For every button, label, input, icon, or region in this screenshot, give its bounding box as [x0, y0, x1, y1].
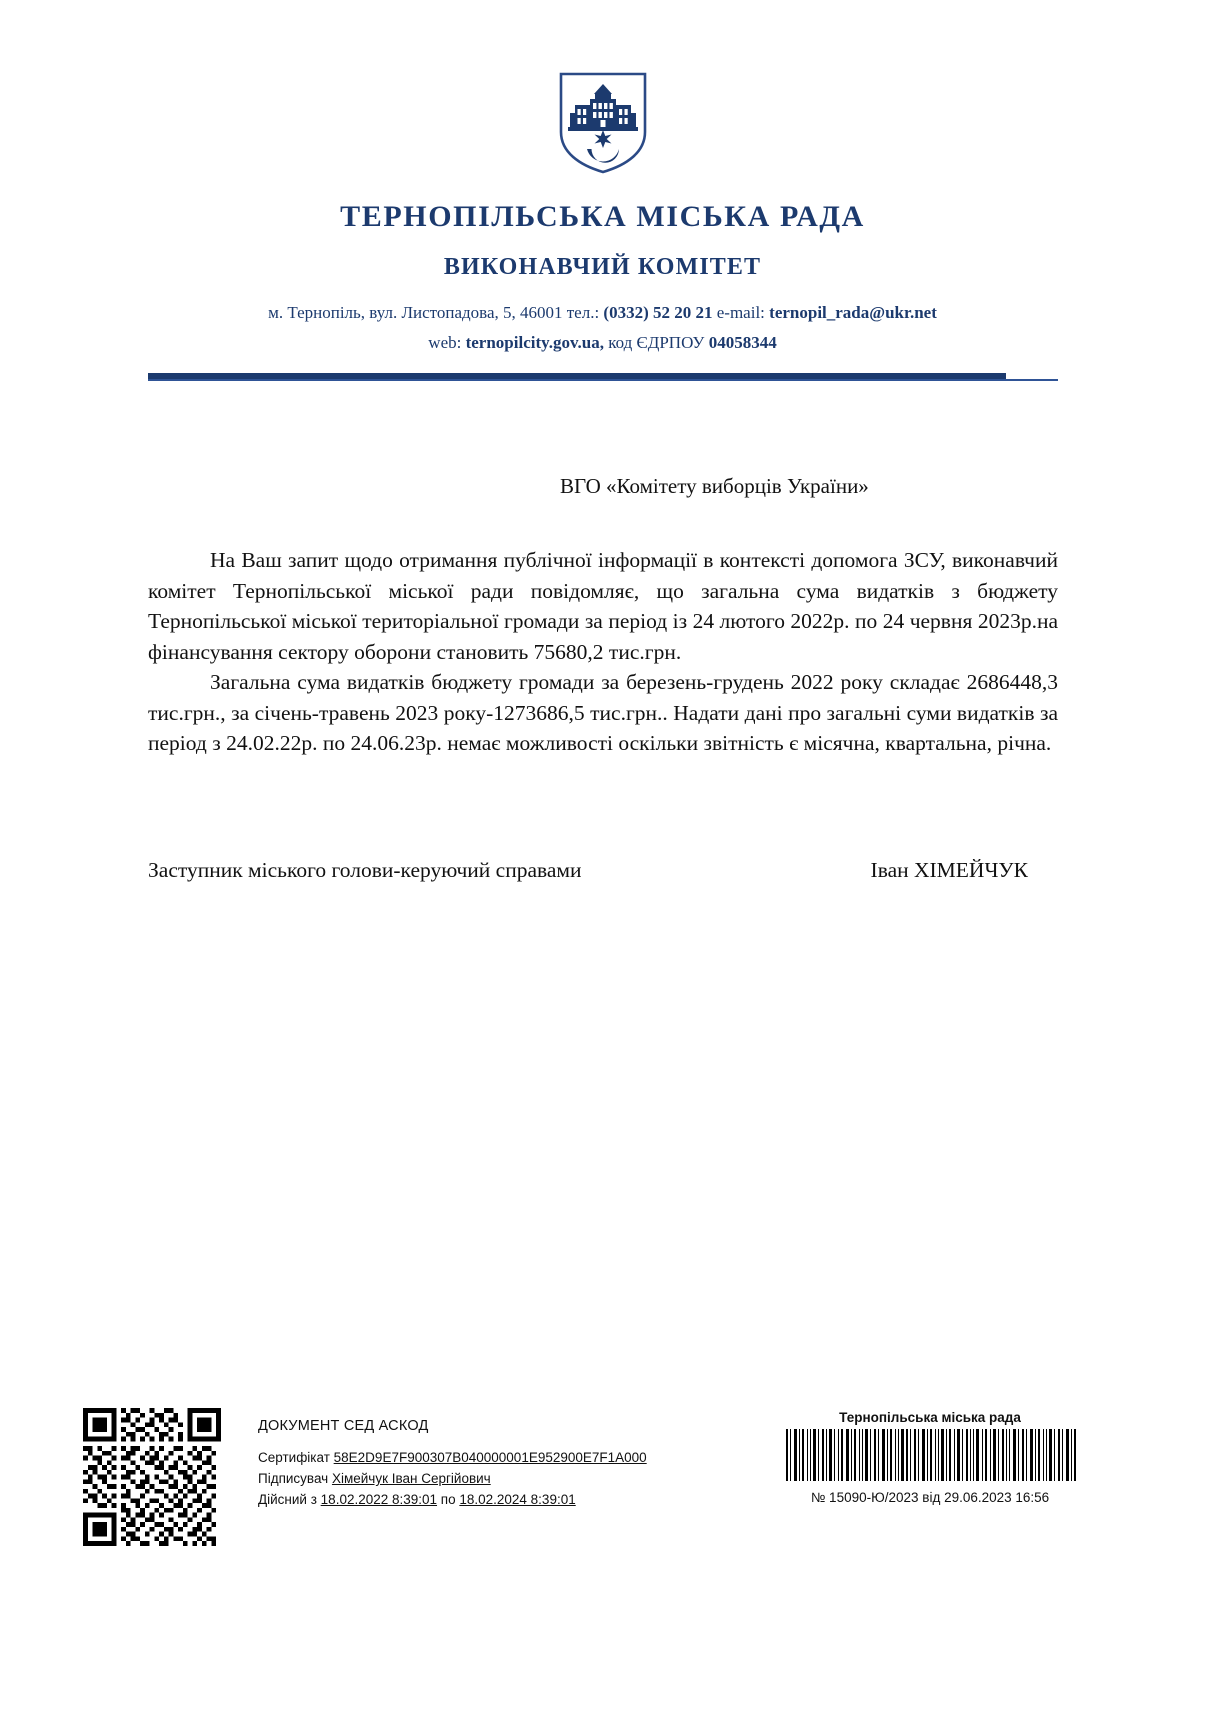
registration-stamp [730, 1410, 1130, 1505]
letterhead-divider [148, 373, 1058, 380]
stamp-number: № 15090-Ю/2023 від 29.06.2023 16:56 [810, 1490, 1050, 1505]
page-title: ТЕРНОПІЛЬСЬКА МІСЬКА РАДА [340, 200, 865, 233]
email-address[interactable]: ternopil_rada@ukr.net [769, 303, 937, 322]
certificate-value: 58E2D9E7F900307B040000001E952900E7F1A000 [333, 1450, 647, 1465]
valid-to: 18.02.2024 8:39:01 [459, 1492, 576, 1507]
letterhead [0, 0, 1205, 353]
contact-line-web [0, 333, 1205, 353]
body-paragraph-2: Загальна сума видатків бюджету громади за березень-грудень 2022 року складає 2686448,3 тис.грн., за січень-травень 2023 року-1273686,5 тис.грн.. Надати дані про загальні суми видатків за період з 24.02.22р. по 24.06.23р. немає можливості оскільки звітність є місячна, квартальна, річна. [148, 670, 1058, 755]
stamp-title: Тернопільська міська рада [839, 1410, 1021, 1425]
edrpou-code: 04058344 [708, 333, 777, 352]
signer-row [258, 1468, 728, 1489]
validity-label: Дійсний з [258, 1492, 321, 1507]
ternopil-coat-of-arms-icon [557, 70, 649, 174]
signature-block [148, 858, 1058, 883]
certificate-label: Сертифікат [258, 1450, 334, 1465]
org-subtitle: ВИКОНАВЧИЙ КОМІТЕТ [443, 254, 762, 280]
body-paragraph-1: На Ваш запит щодо отримання публічної інформації в контексті допомога ЗСУ, виконавчий комітет Тернопільської міської ради повідомляє, що загальна сума видатків з бюджету Тернопільської міської територіальної громади за період із 24 лютого 2022р. по 24 червня 2023р.на фінансування сектору оборони становить 75680,2 тис.грн. [148, 548, 1058, 664]
web-label: web: [428, 333, 466, 352]
qr-code-icon [83, 1408, 221, 1546]
signer-label: Підписувач [258, 1471, 332, 1486]
letter-body [148, 545, 1058, 759]
signature-name: Іван ХІМЕЙЧУК [870, 858, 1028, 882]
signer-value: Хімейчук Іван Сергійович [331, 1471, 491, 1486]
contact-line-address [0, 303, 1205, 323]
addressee: ВГО «Комітету виборців України» [560, 474, 869, 498]
address-text: м. Тернопіль, вул. Листопадова, 5, 46001 тел.: [268, 303, 604, 322]
edrpou-label: код ЄДРПОУ [603, 333, 709, 352]
document-footer [0, 1400, 1205, 1570]
validity-row [258, 1489, 728, 1510]
sed-title: ДОКУМЕНТ СЕД АСКОД [258, 1418, 429, 1434]
signature-position: Заступник міського голови-керуючий справами [148, 858, 582, 882]
phone-number: (0332) 52 20 21 [603, 303, 713, 322]
valid-from: 18.02.2022 8:39:01 [320, 1492, 438, 1507]
divider-thin [148, 379, 1058, 381]
barcode-icon [783, 1429, 1078, 1481]
certificate-row [258, 1447, 728, 1468]
sed-info-block [258, 1418, 728, 1510]
email-label: e-mail: [712, 303, 770, 322]
validity-mid: по [437, 1492, 460, 1507]
website-url[interactable]: ternopilcity.gov.ua, [465, 333, 604, 352]
